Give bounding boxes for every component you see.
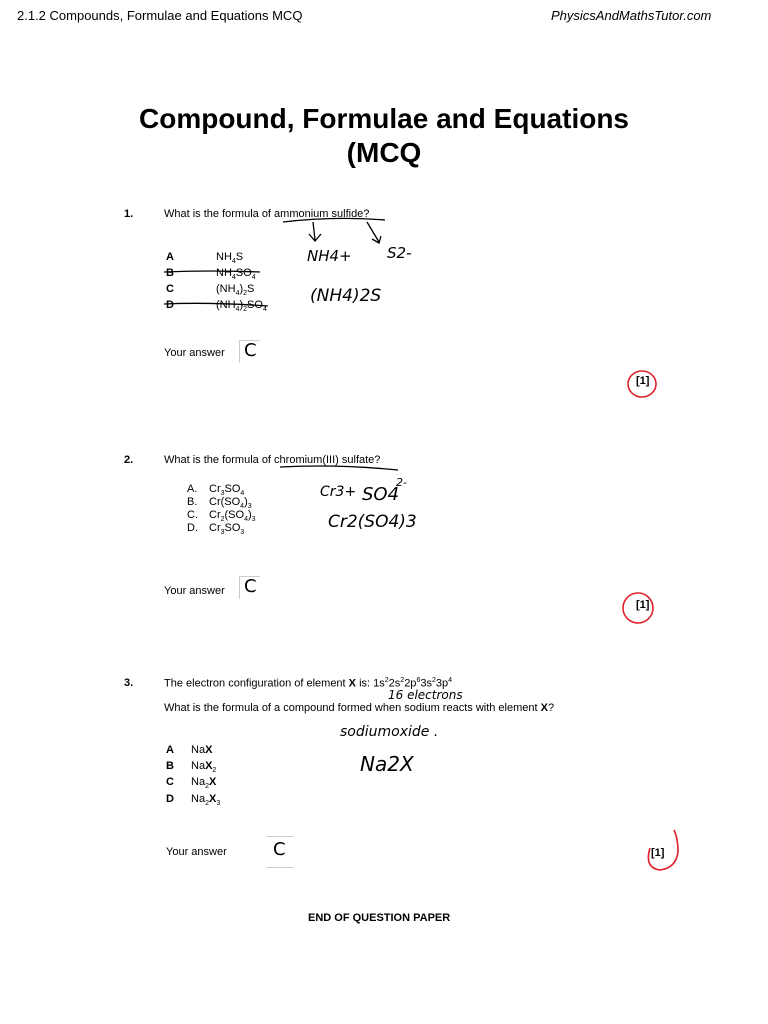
q2-option-b: $Cr(SO_4)_3$ xyxy=(209,496,252,511)
q1-number: 1. xyxy=(124,208,134,220)
q3-handwriting-electrons: 16 electrons xyxy=(388,688,463,702)
q2-answer-box[interactable] xyxy=(239,576,260,599)
q2-option-a: $Cr_3SO_4$ xyxy=(209,483,245,498)
q1-strike-marks xyxy=(160,260,270,320)
q3-answer-text: C xyxy=(273,839,286,860)
q2-mark: [1] xyxy=(636,599,650,611)
q1-option-b: $NH_4SO_4$ xyxy=(216,267,256,282)
page-title: Compound, Formulae and Equations (MCQ xyxy=(139,103,629,168)
q1-answer-label: Your answer xyxy=(164,347,225,359)
q3-option-b: NaX$_2$ xyxy=(191,760,217,775)
q1-option-d: $(NH_4)_2SO_4$ xyxy=(216,299,267,314)
q1-handwriting-s2: S2- xyxy=(387,244,412,262)
q3-option-d-letter: D xyxy=(166,793,174,805)
q2-option-c-letter: C. xyxy=(187,509,198,521)
q1-stem: What is the formula of ammonium sulfide? xyxy=(164,208,370,220)
q3-answer-box[interactable] xyxy=(267,836,294,868)
q2-handwriting-charge: 2- xyxy=(396,476,407,489)
q3-mark-circle xyxy=(640,826,686,876)
q3-answer-label: Your answer xyxy=(166,846,227,858)
q2-handwriting-so4: SO4 xyxy=(362,484,400,505)
q1-option-c-letter: C xyxy=(166,283,174,295)
q2-mark-circle xyxy=(618,588,664,628)
q3-number: 3. xyxy=(124,677,134,689)
q1-answer-box[interactable] xyxy=(239,340,260,363)
q3-mark: [1] xyxy=(651,847,665,859)
q3-option-a: NaX xyxy=(191,744,213,756)
end-of-paper: END OF QUESTION PAPER xyxy=(308,912,451,924)
q2-option-a-letter: A. xyxy=(187,483,198,495)
q3-option-d: $Na_2X_3$ xyxy=(191,793,221,808)
q3-option-c: $Na_2X$ xyxy=(191,776,217,791)
q1-handwriting-nh4: NH4+ xyxy=(307,247,352,265)
q2-option-b-letter: B. xyxy=(187,496,198,508)
q3-stem-line2: What is the formula of a compound formed when sodium reacts with element X? xyxy=(164,702,555,714)
q2-answer-text: C xyxy=(244,576,257,597)
q1-option-a: $NH_4S$ xyxy=(216,251,244,266)
q3-option-a-letter: A xyxy=(166,744,174,756)
q1-answer-text: C xyxy=(244,340,257,361)
q2-option-d-letter: D. xyxy=(187,522,198,534)
q3-stem-line1: The electron configuration of element X is: $1s^22s^22p^63s^23p^4$ xyxy=(164,677,453,690)
q3-handwriting-answer: Na2X xyxy=(360,752,414,776)
q1-mark-circle xyxy=(624,366,662,402)
q3-handwriting-sodiumoxide: sodiumoxide . xyxy=(340,724,439,740)
q3-option-c-letter: C xyxy=(166,776,174,788)
q2-handwriting-cr3: Cr3+ xyxy=(320,484,357,500)
q2-option-d: $Cr_3SO_3$ xyxy=(209,522,245,537)
q2-answer-label: Your answer xyxy=(164,585,225,597)
header-left: 2.1.2 Compounds, Formulae and Equations MCQ xyxy=(17,8,303,23)
q3-option-b-letter: B xyxy=(166,760,174,772)
q2-option-c: $Cr_2(SO_4)_3$ xyxy=(209,509,256,524)
q1-handwriting-answer: (NH4)2S xyxy=(310,286,382,306)
q1-option-b-letter: B xyxy=(166,267,174,279)
q1-option-c: $(NH_4)_2S$ xyxy=(216,283,255,298)
q1-option-d-letter: D xyxy=(166,299,174,311)
q1-mark: [1] xyxy=(636,375,650,387)
q2-handwriting-answer: Cr2(SO4)3 xyxy=(328,512,417,532)
q2-underline xyxy=(278,462,408,474)
q2-number: 2. xyxy=(124,454,134,466)
q1-option-a-letter: A xyxy=(166,251,174,263)
q2-stem: What is the formula of chromium(III) sulfate? xyxy=(164,454,381,466)
header-right: PhysicsAndMathsTutor.com xyxy=(551,8,712,23)
